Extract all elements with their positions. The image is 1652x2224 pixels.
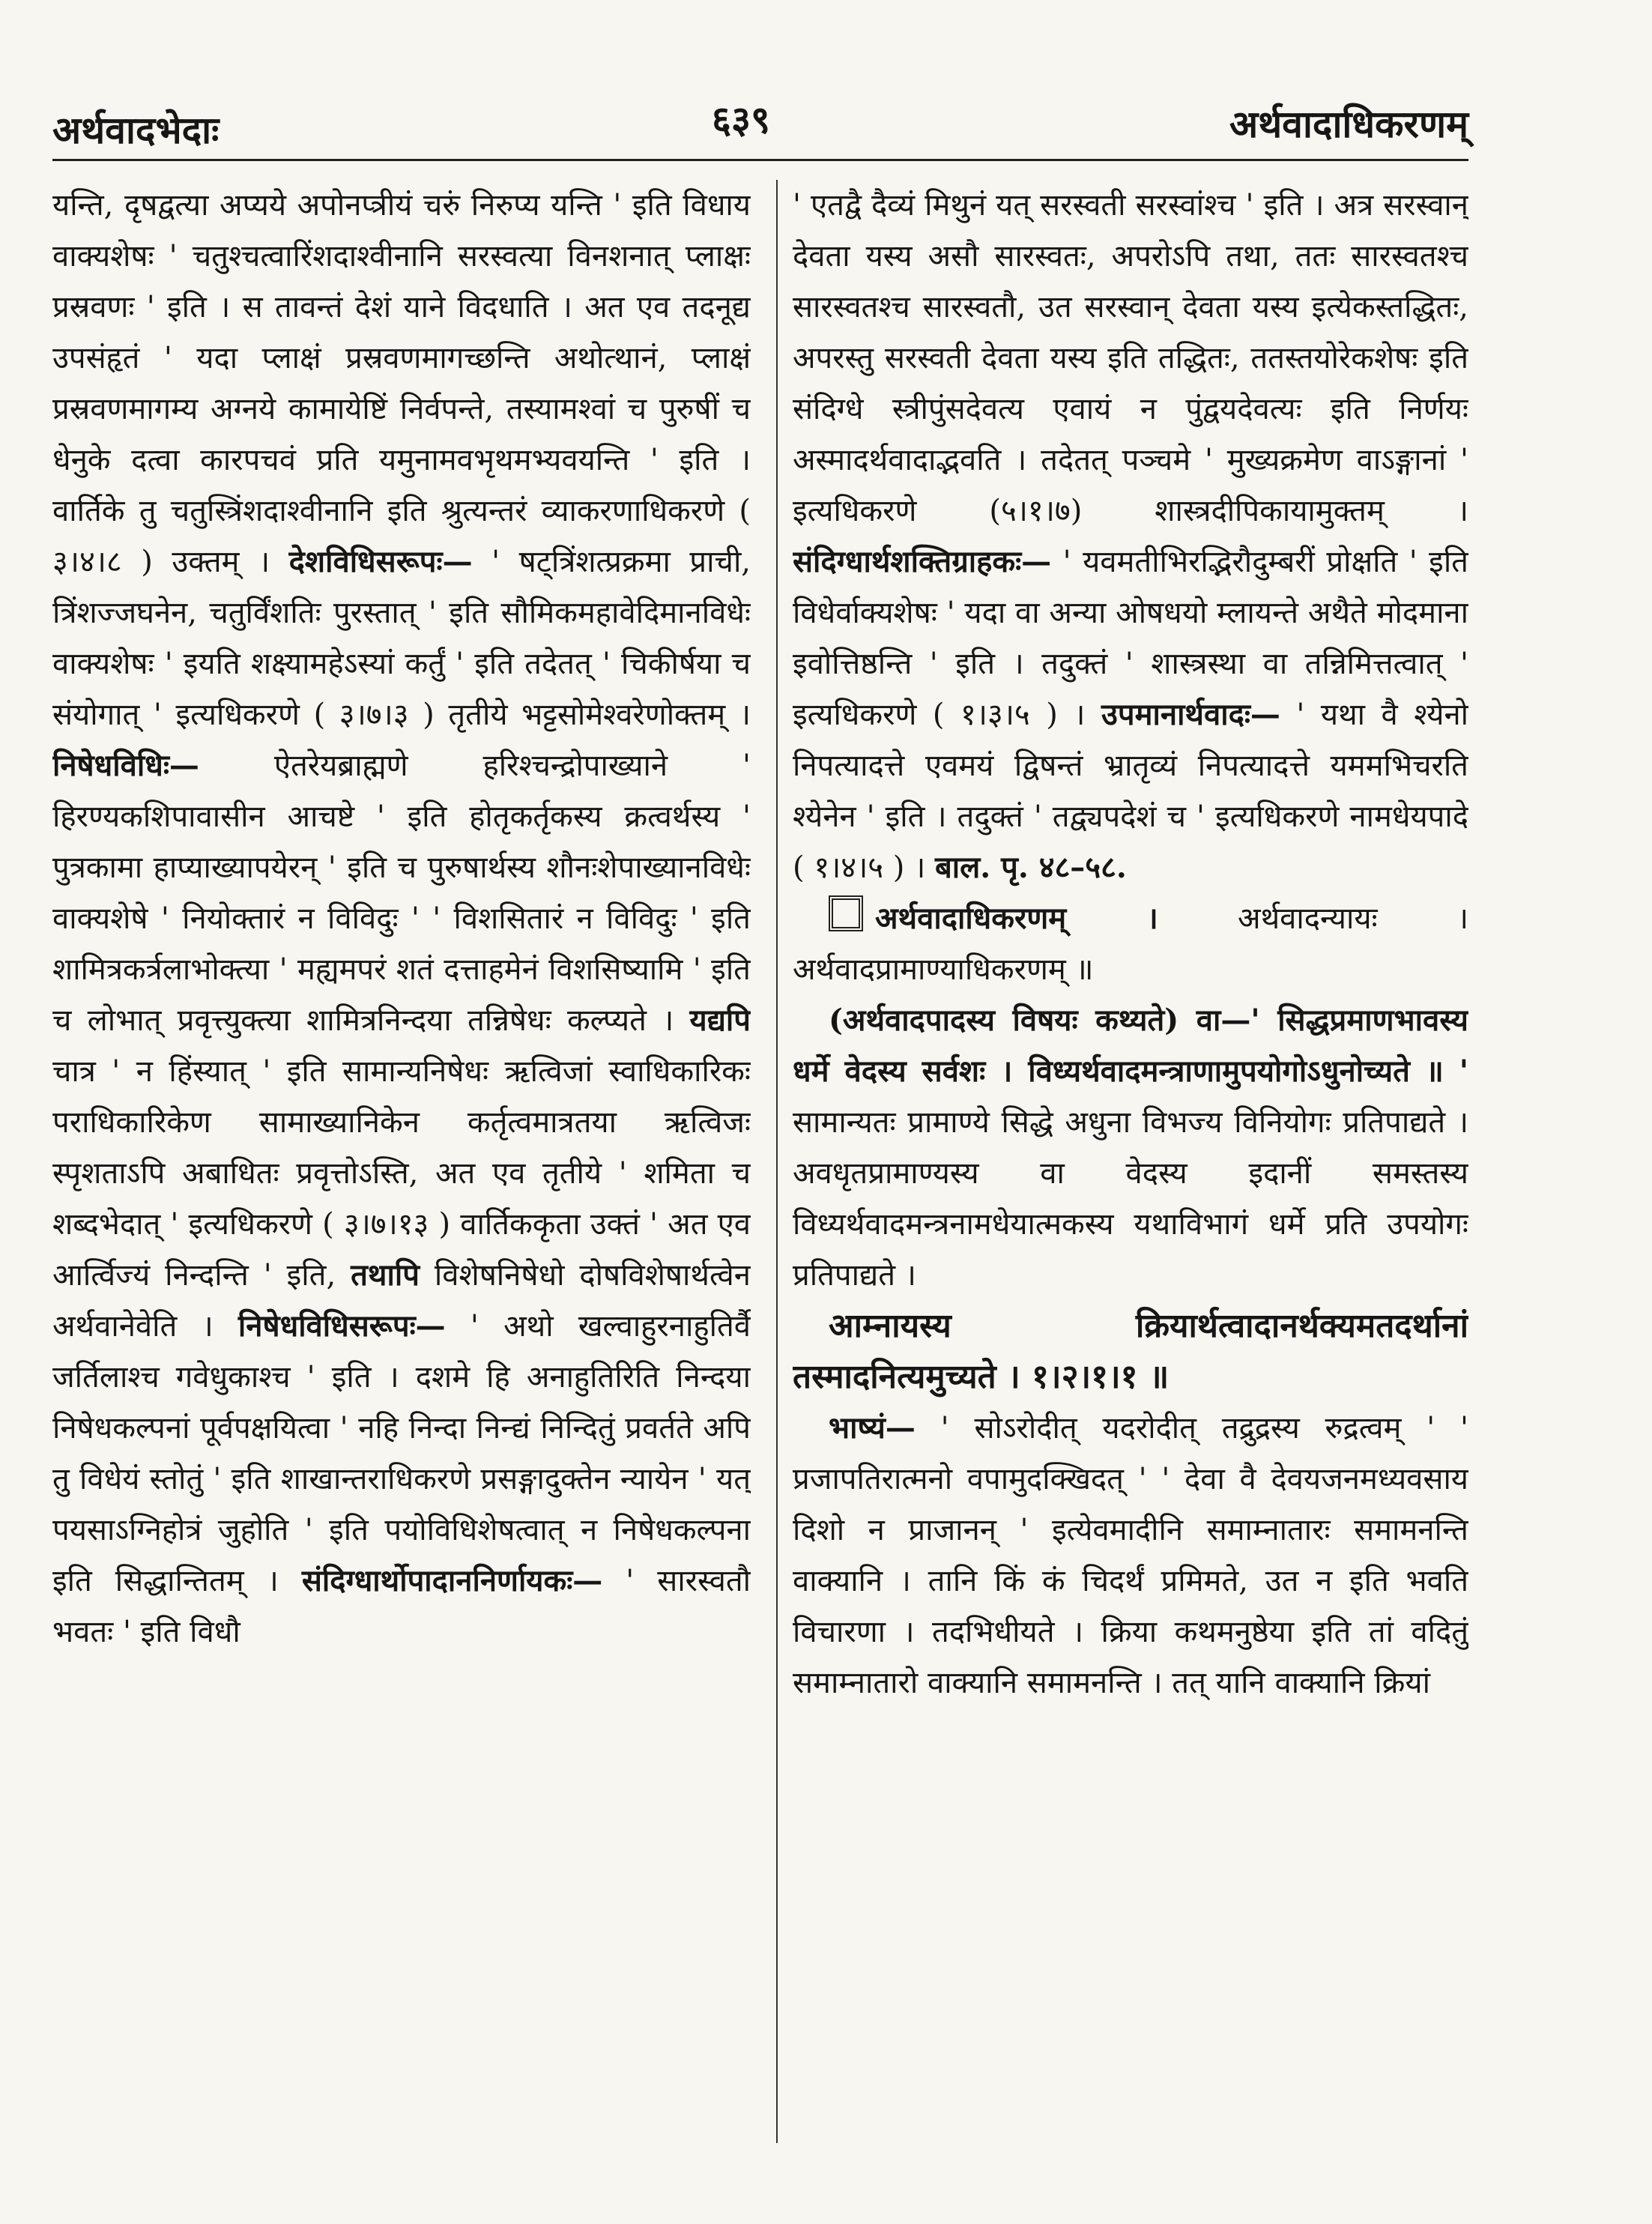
text-run: ' यथा वै श्येनो निपत्यादत्ते एवमयं द्विषन्तं भ्रातृव्यं निपत्यादत्ते यममभिचरति श्येनेन ' इति । तदुक्तं ' तद्व्यपदेशं च ' इत्यधिकरणे नामधेयपादे ( १।४।५ ) । [793,698,1468,885]
left-paragraph [52,180,751,1658]
text-run: ' सारस्वतौ भवतः ' इति विधौ [52,1564,751,1649]
section-ornament-icon [829,895,863,931]
text-run: चात्र ' न हिंस्यात् ' इति सामान्यनिषेधः ऋत्विजां स्वाधिकारिकः पराधिकारिकेण सामाख्यानिकेन कर्तृत्वमात्रतया ऋत्विजः स्पृशताऽपि अबाधितः प्रवृत्तोऽस्ति, अत एव तृतीये ' शमिता च शब्दभेदात् ' इत्यधिकरणे ( ३।७।१३ ) वार्तिककृता उक्तं ' अत एव आर्त्विज्यं निन्दन्ति ' इति, [52,1054,751,1293]
left-column [52,180,751,2158]
text-run: यन्ति, दृषद्वत्या अप्यये अपोनप्त्रीयं चरुं निरुप्य यन्ति ' इति विधाय वाक्यशेषः ' चतुश्चत्वारिंशदाश्वीनानि सरस्वत्या विनशनात् प्लाक्षः प्रस्रवणः ' इति । स तावन्तं देशं याने विदधाति । अत एव तदनूद्य उपसंहृतं ' यदा प्लाक्षं प्रस्रवणमागच्छन्ति अथोत्थानं, प्लाक्षं प्रस्रवणमागम्य अग्नये कामायेष्टिं निर्वपन्ते, तस्यामश्वां च पुरुषीं च धेनुके दत्वा कारपचवं प्रति यमुनामवभृथमभ्यवयन्ति ' इति । वार्तिके तु चतुस्त्रिंशदाश्वीनानि इति श्रुत्यन्तरं व्याकरणाधिकरणे ( ३।४।८ ) उक्तम् । [52,188,751,579]
header-right-title: अर्थवादाधिकरणम् [1229,102,1468,146]
header-rule [52,159,1468,161]
page-number: ६३९ [712,97,770,142]
text-run: ' अथो खल्वाहुरनाहुतिर्वै जर्तिलाश्च गवेधुकाश्च ' इति । दशमे हि अनाहुतिरिति निन्दया निषेधकल्पनां पूर्वपक्षयित्वा ' नहि निन्दा निन्द्यं निन्दितुं प्रवर्तते अपि तु विधेयं स्तोतुं ' इति शाखान्तराधिकरणे प्रसङ्गादुक्तेन न्यायेन ' यत् पयसाऽग्निहोत्रं जुहोति ' इति पयोविधिशेषत्वात् न निषेधकल्पना इति सिद्धान्तितम् । [52,1309,751,1598]
section-label-sandigdha: संदिग्धार्थोपादाननिर्णायकः— [301,1563,603,1598]
text-run: विशेषनिषेधो दोषविशेषार्थत्वेन अर्थवानेवेति । [52,1258,751,1344]
text-run: सामान्यतः प्रामाण्ये सिद्धे अधुना विभज्य विनियोगः प्रतिपाद्यते । अवधृतप्रामाण्यस्य वा वेदस्य इदानीं समस्तस्य विध्यर्थवादमन्त्रनामधेयात्मकस्य यथाविभागं धर्मे प्रति उपयोगः प्रतिपाद्यते । [793,1105,1468,1293]
text-run: ऐतरेयब्राह्मणे हरिश्चन्द्रोपाख्याने ' हिरण्यकशिपावासीन आचष्टे ' इति होतृकर्तृकस्य क्रत्वर्थस्य ' पुत्रकामा हाप्याख्यापयेरन् ' इति च पुरुषार्थस्य शौनःशेपाख्यानविधेः वाक्यशेषे ' नियोक्तारं न विविदुः ' ' विशसितारं न विविदुः ' इति शामित्रकर्त्रलाभोक्त्या ' मह्यमपरं शतं दत्ताहमेनं विशसिष्यामि ' इति च लोभात् प्रवृत्त्युक्त्या शामित्रनिन्दया तन्निषेधः कल्प्यते । [52,749,751,1038]
sutra: आम्नायस्य क्रियार्थत्वादानर्थक्यमतदर्थानां तस्मादनित्यमुच्यते । १।२।१।१ ॥ [793,1307,1468,1396]
text-run: ' यवमतीभिरद्भिरौदुम्बरीं प्रोक्षति ' इति विधेर्वाक्यशेषः ' यदा वा अन्या ओषधयो म्लायन्ते अथैते मोदमाना इवोत्तिष्ठन्ति ' इति । तदुक्तं ' शास्त्रस्था वा तन्निमित्तत्वात् ' इत्यधिकरणे ( १।३।५ ) । [793,545,1468,732]
running-header [52,90,1468,150]
text-run: ' षट्त्रिंशत्प्रक्रमा प्राची, त्रिंशज्जघनेन, चतुर्विंशतिः पुरस्तात् ' इति सौमिकमहावेदिमानविधेः वाक्यशेषः ' इयति शक्ष्यामहेऽस्यां कर्तुं ' इति तदेतत् ' चिकीर्षया च संयोगात् ' इत्यधिकरणे ( ३।७।३ ) तृतीये भट्टसोमेश्वरेणोक्तम् । [52,545,751,732]
section-label-shakti: संदिग्धार्थशक्तिग्राहकः— [793,544,1052,579]
column-divider [776,180,778,2143]
adhikarana-title: अर्थवादाधिकरणम् । [875,901,1158,936]
adhikarana-alt-names: अर्थवादन्यायः । अर्थवादप्रामाण्याधिकरणम् ॥ [793,901,1468,987]
right-column [793,180,1468,2158]
text-run: ' एतद्वै दैव्यं मिथुनं यत् सरस्वती सरस्वांश्च ' इति । अत्र सरस्वान् देवता यस्य असौ सारस्वतः, अपरोऽपि तथा, ततः सारस्वतश्च सारस्वतश्च सारस्वतौ, उत सरस्वान् देवता यस्य इत्येकस्तद्धितः, अपरस्तु सरस्वती देवता यस्य इति तद्धितः, ततस्तयोरेकशेषः इति संदिग्धे स्त्रीपुंसदेवत्य एवायं न पुंद्वयदेवत्यः इति निर्णयः अस्मादर्थवादाद्भवति । तदेतत् पञ्चमे ' मुख्यक्रमेण वाऽङ्गानां ' इत्यधिकरणे (५।१।७) शास्त्रदीपिकायामुक्तम् । [793,188,1468,528]
header-left-title: अर्थवादभेदाः [52,108,220,152]
right-paragraph [793,180,1468,893]
subject-paragraph [793,995,1468,1301]
section-label-nishedha: निषेधविधिः— [52,748,199,783]
reference-bala: बाल. पृ. ४८–५८. [934,850,1127,885]
emphasis-tathapi: तथापि [351,1257,420,1293]
emphasis-yadyapi: यद्यपि [689,1003,751,1038]
section-label-upamana: उपमानार्थवादः— [1101,697,1280,732]
adhikarana-heading [793,893,1468,995]
bhashya-label: भाष्यं— [829,1410,916,1445]
section-label-nishedha-sarupa: निषेधविधिसरूपः— [237,1308,446,1344]
section-label-desha: देशविधिसरूपः— [288,544,473,579]
text-run: ' सोऽरोदीत् यदरोदीत् तद्रुद्रस्य रुद्रत्वम् ' ' प्रजापतिरात्मनो वपामुदक्खिदत् ' ' देवा वै देवयजनमध्यवसाय दिशो न प्राजानन् ' इत्येवमादीनि समाम्नातारः समामनन्ति वाक्यानि । तानि किं कं चिदर्थं प्रमिमते, उत न इति भवति विचारणा । तदभिधीयते । क्रिया कथमनुष्ठेया इति तां वदितुं समाम्नातारो वाक्यानि समामनन्ति । तत् यानि वाक्यानि क्रियां [793,1411,1468,1700]
bhashya-paragraph [793,1403,1468,1708]
subject-heading: (अर्थवादपादस्य विषयः कथ्यते) वा—' सिद्धप्रमाणभावस्य धर्मे वेदस्य सर्वशः । विध्यर्थवादमन्त्राणामुपयोगोऽधुनोच्यते ॥ ' [793,1003,1468,1089]
